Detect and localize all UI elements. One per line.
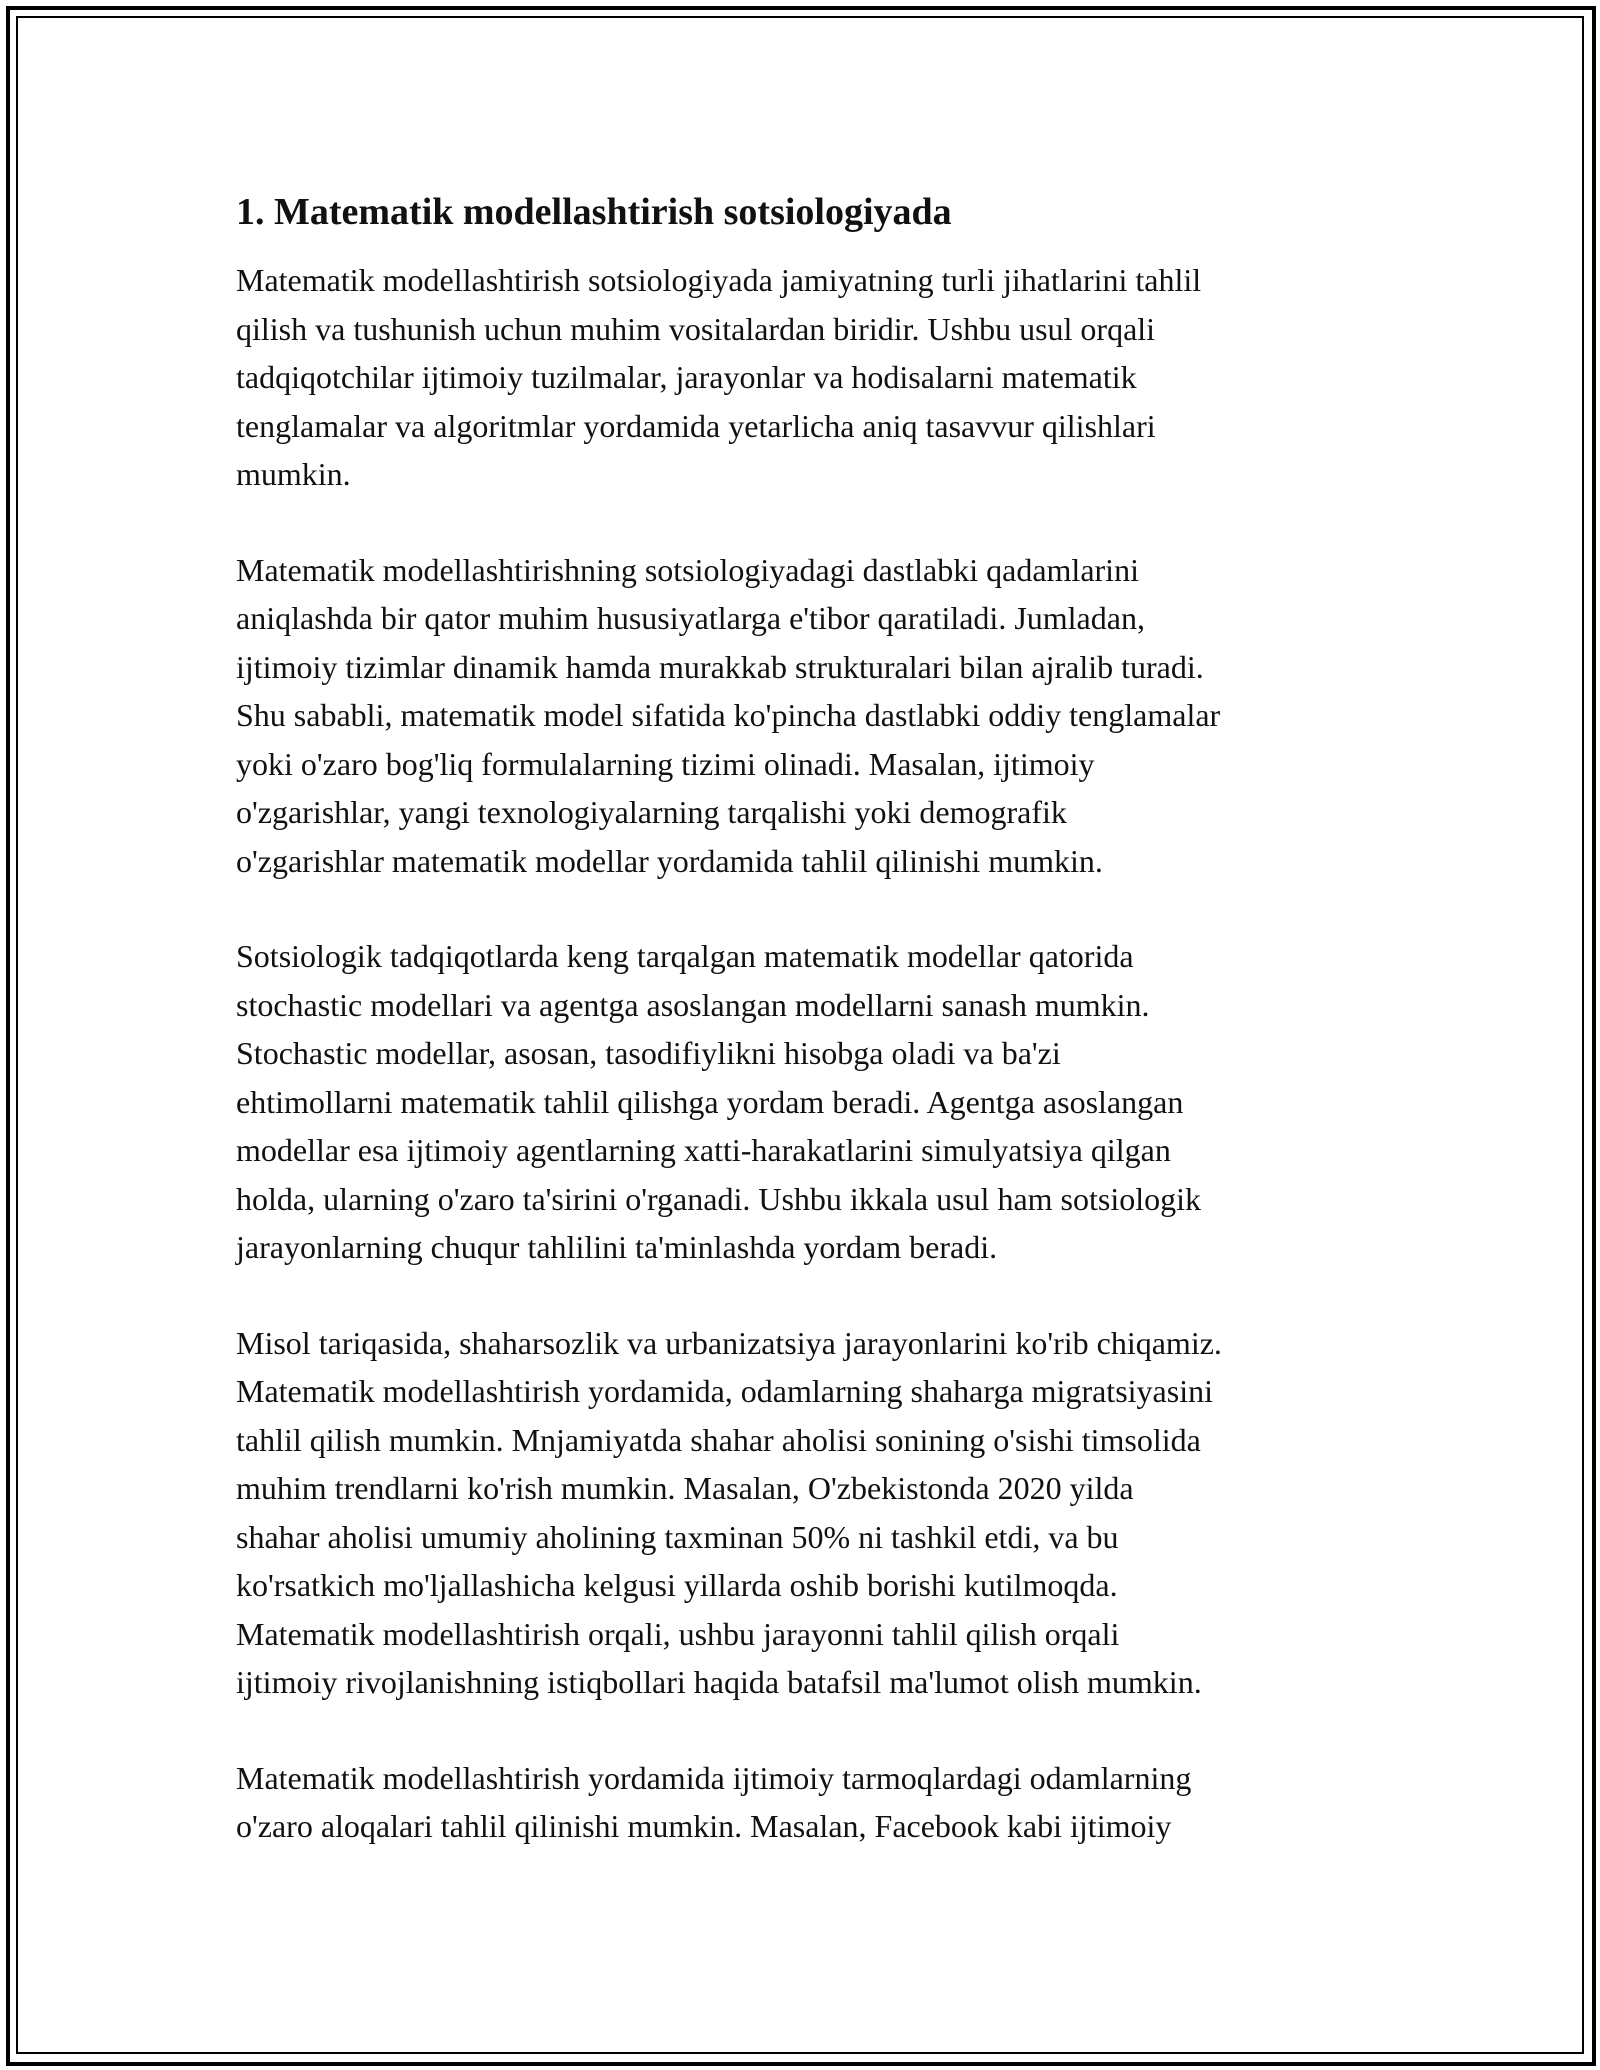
paragraph-line: Misol tariqasida, shaharsozlik va urbanizatsiya jarayonlarini ko'rib chiqamiz. — [236, 1324, 1222, 1361]
paragraph-line: ko'rsatkich mo'ljallashicha kelgusi yillarda oshib borishi kutilmoqda. — [236, 1567, 1118, 1603]
paragraph-line: Stochastic modellar, asosan, tasodifiylikni hisobga oladi va ba'zi — [236, 1035, 1061, 1071]
paragraph-line: tahlil qilish mumkin. Mnjamiyatda shahar aholisi sonining o'sishi timsolida — [236, 1421, 1201, 1458]
paragraph-line: holda, ularning o'zaro ta'sirini o'rganadi. Ushbu ikkala usul ham sotsiologik — [236, 1180, 1201, 1217]
paragraph-line: yoki o'zaro bog'liq formulalarning tizimi olinadi. Masalan, ijtimoiy — [236, 745, 1095, 782]
paragraph-line: muhim trendlarni ko'rish mumkin. Masalan, O'zbekistonda 2020 yilda — [236, 1470, 1134, 1506]
paragraph-line: tenglamalar va algoritmlar yordamida yetarlicha aniq tasavvur qilishlari — [236, 407, 1156, 444]
paragraph-line: Shu sababli, matematik model sifatida ko'pincha dastlabki oddiy tenglamalar — [236, 697, 1221, 733]
paragraph-2 — [236, 546, 1376, 886]
paragraph-line: shahar aholisi umumiy aholining taxminan 50% ni tashkil etdi, va bu — [236, 1518, 1119, 1555]
document-body — [236, 188, 1376, 1898]
paragraph-line: ehtimollarni matematik tahlil qilishga yordam beradi. Agentga asoslangan — [236, 1083, 1184, 1120]
paragraph-line: mumkin. — [236, 456, 351, 492]
paragraph-line: modellar esa ijtimoiy agentlarning xatti-harakatlarini simulyatsiya qilgan — [236, 1132, 1171, 1168]
paragraph-line: stochastic modellari va agentga asoslangan modellarni sanash mumkin. — [236, 986, 1150, 1023]
paragraph-4 — [236, 1319, 1376, 1707]
paragraph-line: Matematik modellashtirish yordamida, odamlarning shaharga migratsiyasini — [236, 1373, 1213, 1409]
paragraph-line: Matematik modellashtirish sotsiologiyada jamiyatning turli jihatlarini tahlil — [236, 262, 1202, 298]
paragraph-line: o'zaro aloqalari tahlil qilinishi mumkin. Masalan, Facebook kabi ijtimoiy — [236, 1808, 1172, 1844]
paragraph-line: qilish va tushunish uchun muhim vositalardan biridir. Ushbu usul orqali — [236, 310, 1156, 347]
paragraph-line: ijtimoiy tizimlar dinamik hamda murakkab strukturalari bilan ajralib turadi. — [236, 648, 1204, 685]
paragraph-line: Matematik modellashtirish yordamida ijtimoiy tarmoqlardagi odamlarning — [236, 1759, 1192, 1796]
paragraph-line: jarayonlarning chuqur tahlilini ta'minlashda yordam beradi. — [236, 1229, 998, 1265]
section-heading: 1. Matematik modellashtirish sotsiologiyada — [236, 191, 952, 233]
paragraph-line: ijtimoiy rivojlanishning istiqbollari haqida batafsil ma'lumot olish mumkin. — [236, 1664, 1202, 1700]
paragraph-line: Matematik modellashtirishning sotsiologiyadagi dastlabki qadamlarini — [236, 551, 1139, 588]
paragraph-line: tadqiqotchilar ijtimoiy tuzilmalar, jarayonlar va hodisalarni matematik — [236, 359, 1137, 395]
paragraph-line: Sotsiologik tadqiqotlarda keng tarqalgan matematik modellar qatorida — [236, 938, 1134, 974]
paragraph-line: Matematik modellashtirish orqali, ushbu jarayonni tahlil qilish orqali — [236, 1615, 1120, 1652]
paragraph-line: o'zgarishlar, yangi texnologiyalarning tarqalishi yoki demografik — [236, 794, 1067, 830]
paragraph-5 — [236, 1754, 1376, 1851]
paragraph-line: aniqlashda bir qator muhim hususiyatlarga e'tibor qaratiladi. Jumladan, — [236, 600, 1145, 636]
paragraph-3 — [236, 932, 1376, 1272]
paragraph-1 — [236, 256, 1376, 499]
paragraph-line: o'zgarishlar matematik modellar yordamida tahlil qilinishi mumkin. — [236, 842, 1103, 879]
